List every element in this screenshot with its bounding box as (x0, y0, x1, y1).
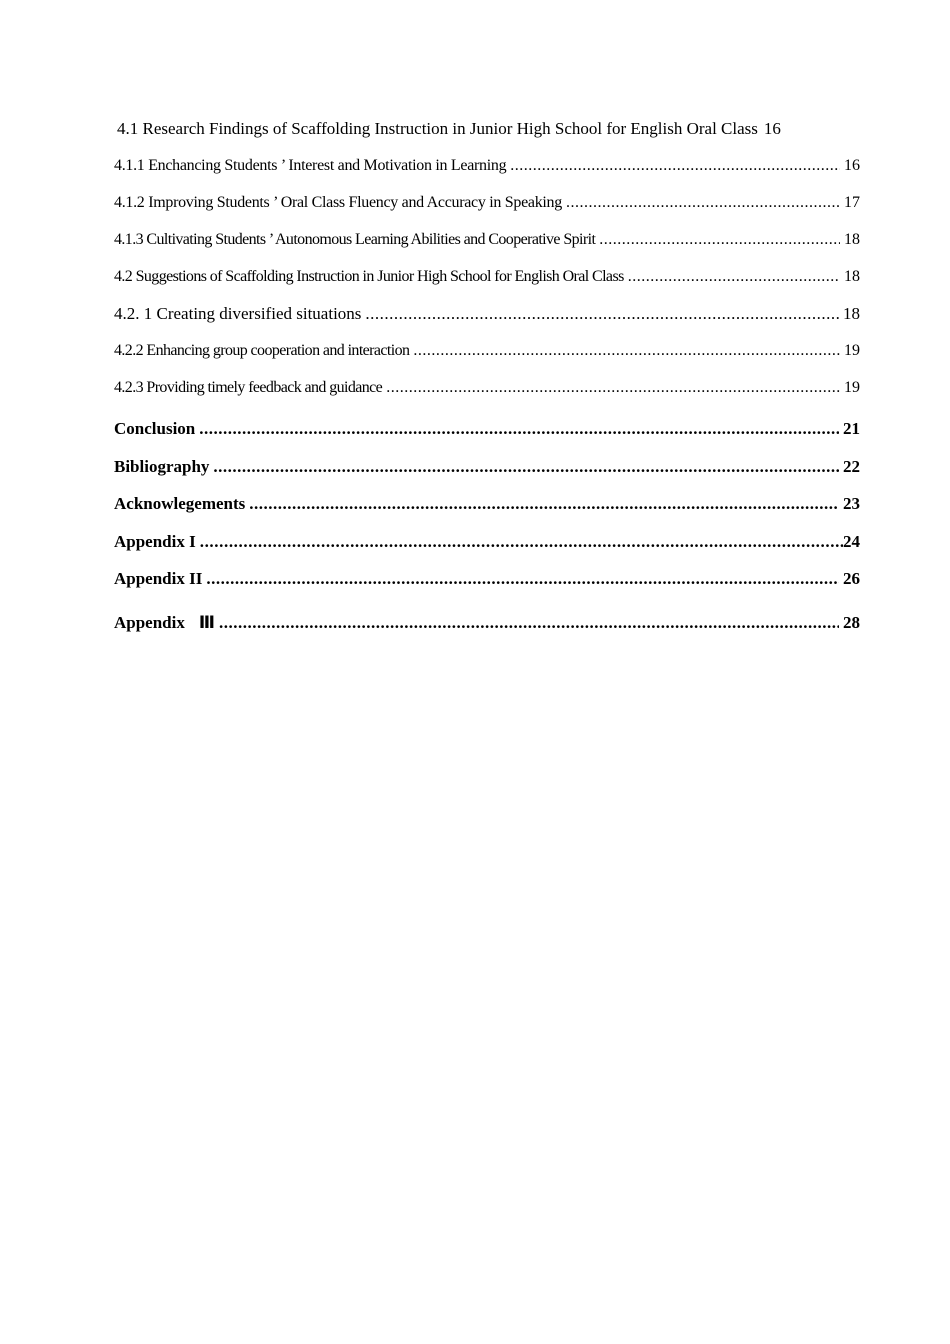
toc-entry-4-1-2[interactable] (114, 190, 860, 227)
toc-leader-dots (213, 454, 839, 480)
toc-entry-page: 26 (843, 569, 860, 588)
toc-entry-title: 4.1.1 Enchancing Students ’ Interest and Motivation in Learning (114, 157, 507, 174)
toc-entry-page: 17 (844, 194, 860, 211)
toc-leader-dots (365, 301, 839, 327)
toc-entry-page: 18 (844, 231, 860, 248)
toc-entry-title: 4.2 Suggestions of Scaffolding Instruction in Junior High School for English Oral Class (114, 268, 624, 285)
toc-entry-acknowledgements[interactable] (114, 491, 860, 529)
toc-entry-appendix-i[interactable] (114, 529, 860, 567)
toc-entry-title: 4.2.2 Enhancing group cooperation and interaction (114, 342, 410, 359)
toc-entry-title: 4.2. 1 Creating diversified situations (114, 304, 362, 323)
toc-entry-title (114, 610, 219, 636)
table-of-contents (114, 116, 860, 647)
toc-entry-page: 18 (843, 304, 860, 323)
toc-entry-page: 22 (843, 456, 860, 476)
toc-entry-page: 19 (844, 342, 860, 359)
toc-entry-title: 4.1.3 Cultivating Students ’ Autonomous Learning Abilities and Cooperative Spirit (114, 231, 596, 248)
toc-entry-4-1[interactable] (114, 116, 860, 153)
toc-leader-dots (628, 264, 840, 290)
toc-entry-page: 18 (844, 268, 860, 285)
toc-entry-title: 4.2.3 Providing timely feedback and guidance (114, 379, 383, 396)
toc-entry-appendix-ii[interactable] (114, 566, 860, 604)
toc-entry-title: Acknowlegements (114, 494, 246, 513)
toc-entry-page: 21 (843, 419, 860, 438)
toc-entry-conclusion[interactable] (114, 416, 860, 454)
toc-entry-title: Conclusion (114, 419, 196, 438)
toc-entry-title: Appendix II (114, 569, 203, 588)
toc-leader-dots (249, 491, 839, 517)
toc-entry-title: 4.1.2 Improving Students ’ Oral Class Fluency and Accuracy in Speaking (114, 194, 562, 211)
appendix-label: Appendix (114, 612, 185, 632)
toc-leader-dots (510, 153, 840, 179)
toc-leader-dots (566, 190, 840, 216)
toc-entry-page: 24 (843, 531, 860, 551)
toc-entry-page: 19 (844, 379, 860, 396)
toc-entry-4-2-2[interactable] (114, 338, 860, 375)
toc-leader-dots (599, 227, 840, 253)
toc-leader-dots (413, 338, 840, 364)
roman-numeral: Ⅲ (198, 612, 215, 633)
toc-entry-page: 23 (843, 494, 860, 513)
toc-leader-dots (386, 375, 840, 401)
toc-entry-title: Appendix I (114, 531, 196, 551)
toc-entry-4-1-1[interactable] (114, 153, 860, 190)
toc-entry-4-1-3[interactable] (114, 227, 860, 264)
toc-entry-4-2[interactable] (114, 264, 860, 301)
toc-leader-dots (200, 529, 843, 555)
toc-entry-title: Bibliography (114, 456, 210, 476)
toc-entry-4-2-1[interactable] (114, 301, 860, 338)
toc-entry-4-2-3[interactable] (114, 375, 860, 412)
toc-entry-bibliography[interactable] (114, 454, 860, 492)
toc-leader-dots (219, 610, 839, 636)
toc-leader-dots (199, 416, 839, 442)
toc-entry-page: 28 (843, 612, 860, 632)
toc-entry-appendix-iii[interactable] (114, 610, 860, 648)
toc-leader-dots (206, 566, 839, 592)
toc-entry-page: 16 (763, 119, 781, 138)
toc-entry-page: 16 (844, 157, 860, 174)
toc-entry-title: 4.1 Research Findings of Scaffolding Instruction in Junior High School for English Oral Class (117, 119, 758, 138)
